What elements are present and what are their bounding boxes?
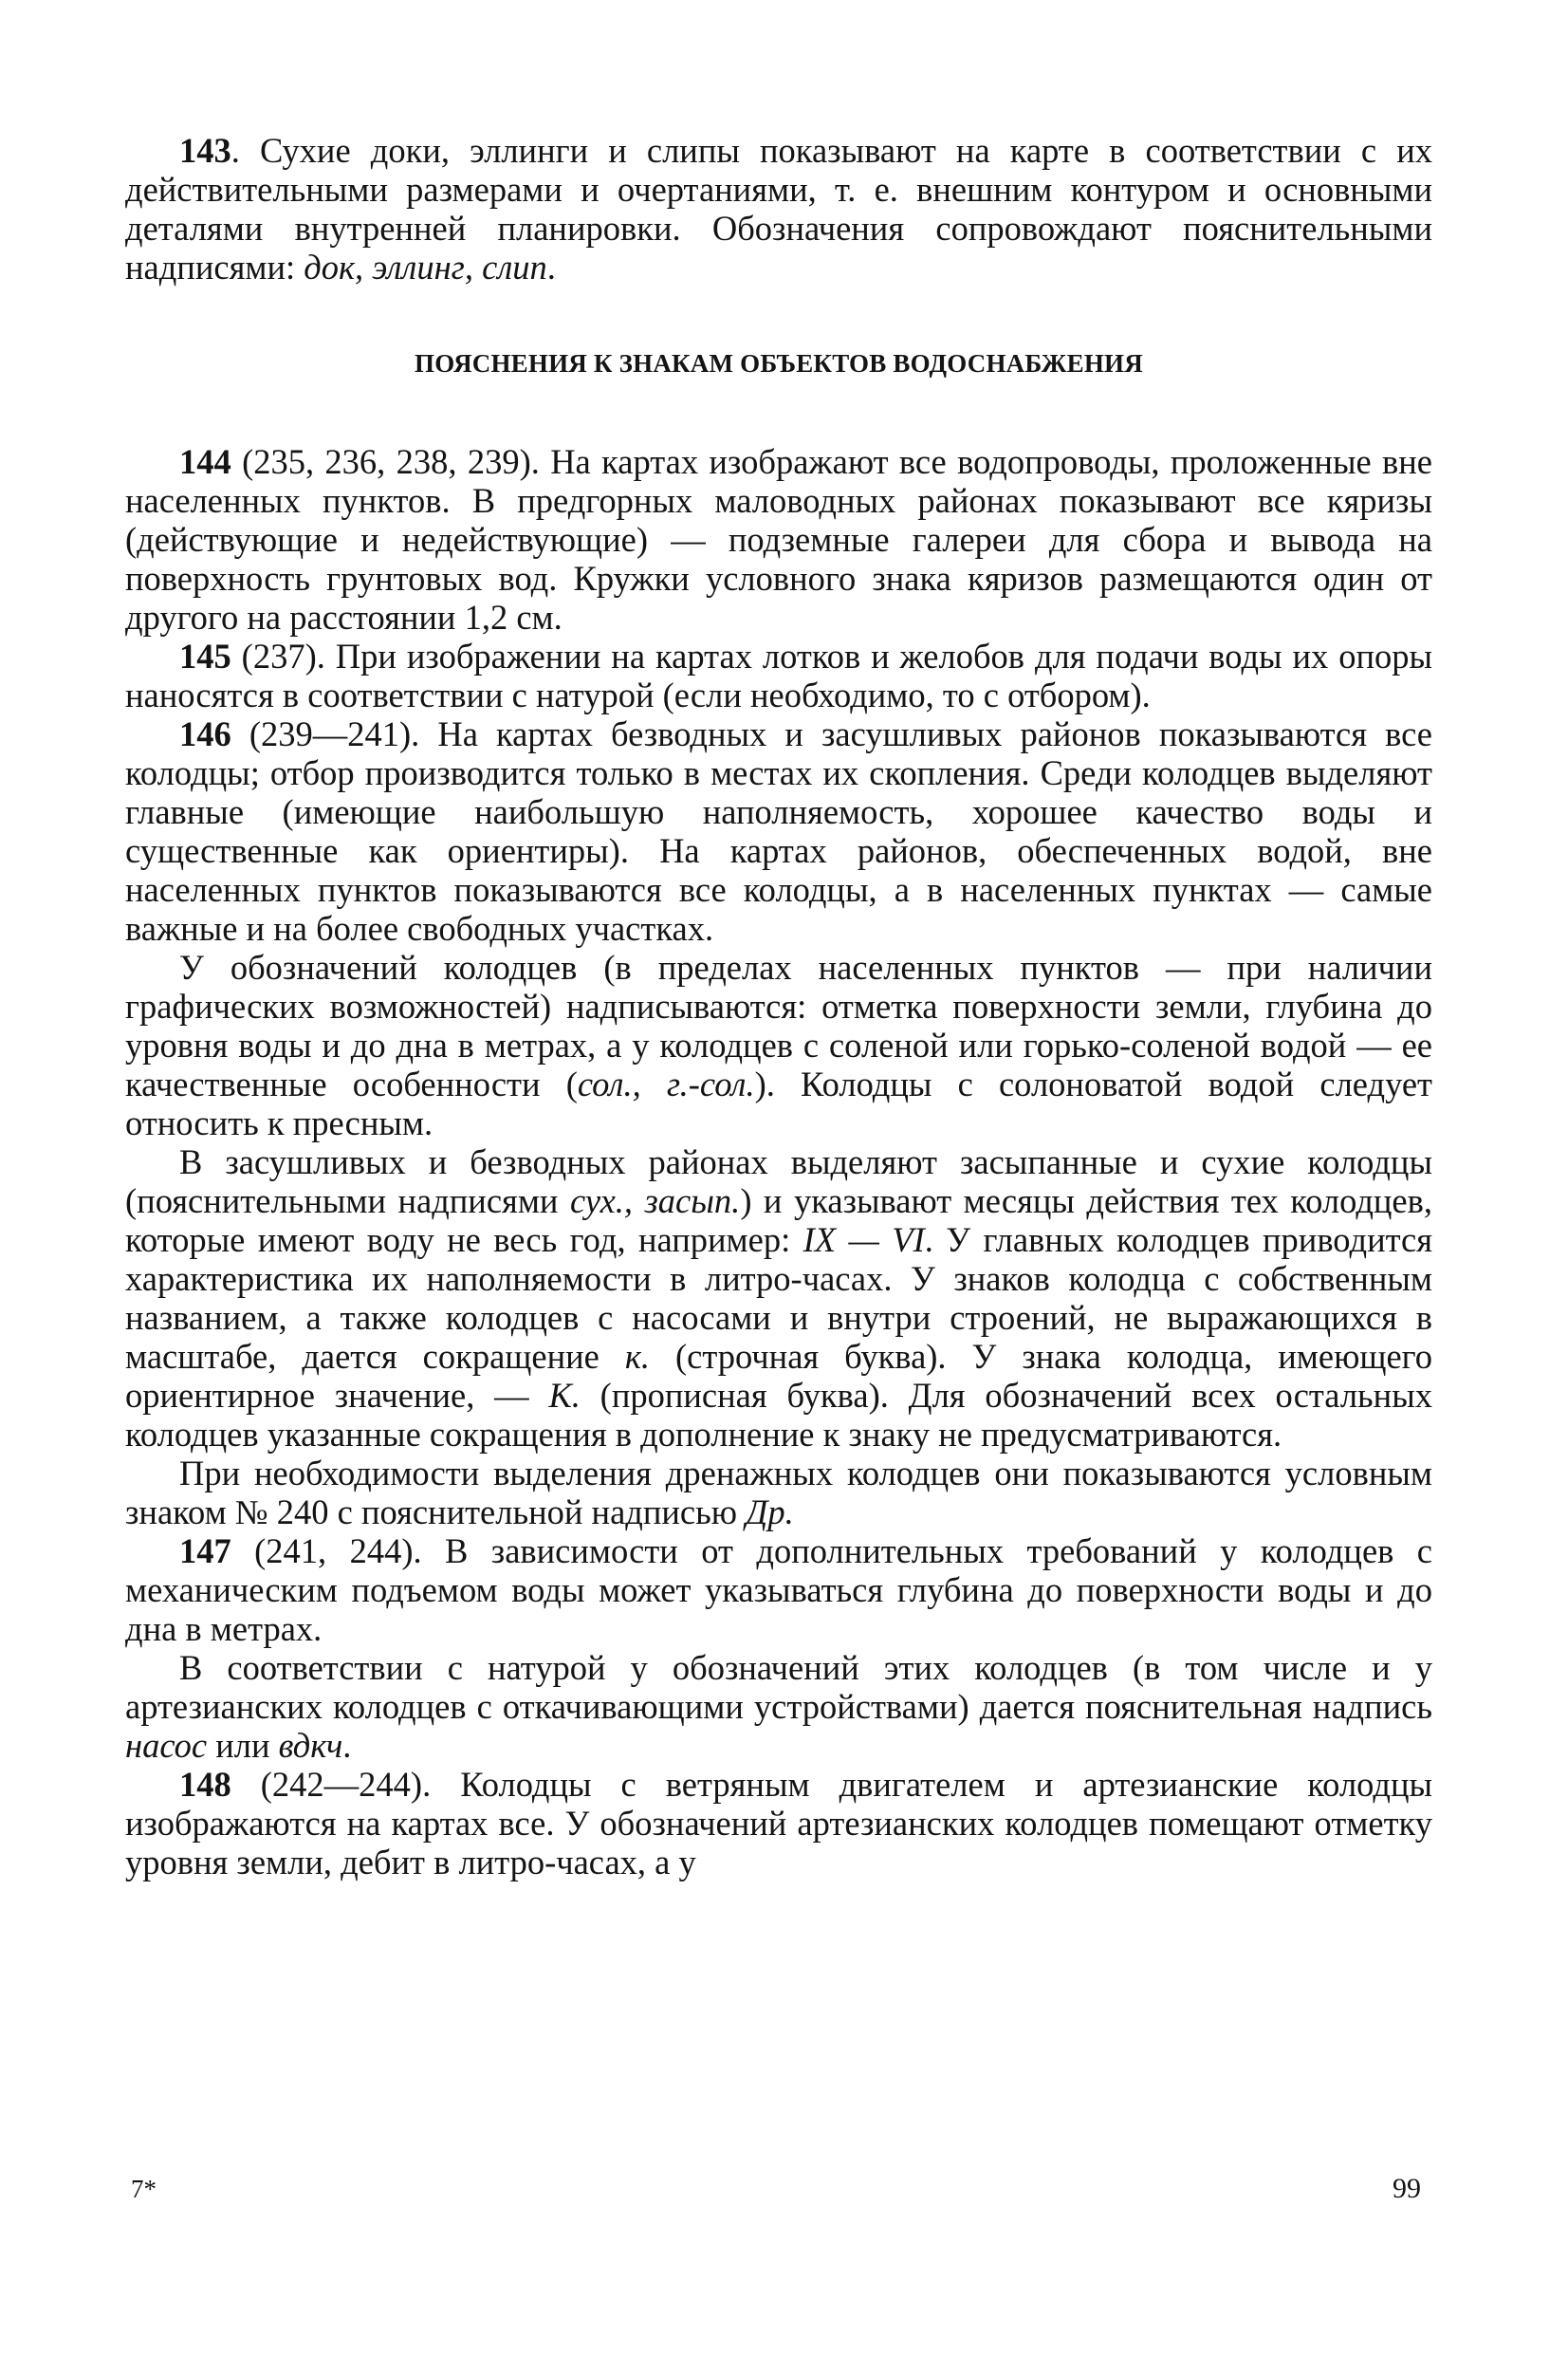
item-number: 143 xyxy=(179,131,231,170)
paragraph-143: 143. Сухие доки, эллинги и слипы показывают на карте в соответствии с их действительными размерами и очертаниями, т. е. внешним контуром и основными деталями внутренней планировки. Обозначения сопровождают пояснительными надписями: док, эллинг, слип. xyxy=(125,131,1432,287)
paragraph-146-drainage: При необходимости выделения дренажных колодцев они показываются условным знаком № 240 с пояснительной надписью Др. xyxy=(125,1454,1432,1531)
paragraph-146-wells-labels: У обозначений колодцев (в пределах населенных пунктов — при наличии графических возможностей) надписываются: отметка поверхности земли, глубина до уровня воды и до дна в метрах, а у колодцев с соленой или горько-соленой водой — ее качественные особенности (сол., г.-сол.). Колодцы с солоноватой водой следует относить к пресным. xyxy=(125,948,1432,1142)
paragraph-147-labels: В соответствии с натурой у обозначений этих колодцев (в том числе и у артезианских колодцев с откачивающими устройствами) дается пояснительная надпись насос или вдкч. xyxy=(125,1648,1432,1765)
paragraph-144: 144 (235, 236, 238, 239). На картах изображают все водопроводы, проложенные вне населенных пунктов. В предгорных маловодных районах показывают все кяризы (действующие и недействующие) — подземные галереи для сбора и вывода на поверхность грунтовых вод. Кружки условного знака кяризов размещаются один от другого на расстоянии 1,2 см. xyxy=(125,442,1432,637)
item-number: 146 xyxy=(179,714,231,753)
paragraph-146-arid-wells: В засушливых и безводных районах выделяют засыпанные и сухие колодцы (пояснительными надписями сух., засып.) и указывают месяцы действия тех колодцев, которые имеют воду не весь год, например: IX — VI. У главных колодцев приводится характеристика их наполняемости в литро-часах. У знаков колодца с собственным названием, а также колодцев с насосами и внутри строений, не выражающихся в масштабе, дается сокращение к. (строчная буква). У знака колодца, имеющего ориентирное значение, — К. (прописная буква). Для обозначений всех остальных колодцев указанные сокращения в дополнение к знаку не предусматриваются. xyxy=(125,1142,1432,1454)
item-number: 147 xyxy=(179,1531,231,1570)
page-number: 99 xyxy=(1393,2173,1421,2204)
document-page xyxy=(125,131,1432,1881)
signature-mark: 7* xyxy=(131,2175,157,2203)
section-heading: ПОЯСНЕНИЯ К ЗНАКАМ ОБЪЕКТОВ ВОДОСНАБЖЕНИЯ xyxy=(415,349,1143,378)
paragraph-146: 146 (239—241). На картах безводных и засушливых районов показываются все колодцы; отбор производится только в местах их скопления. Среди колодцев выделяют главные (имеющие наибольшую наполняемость, хорошее качество воды и существенные как ориентиры). На картах районов, обеспеченных водой, вне населенных пунктов показываются все колодцы, а в населенных пунктах — самые важные и на более свободных участках. xyxy=(125,714,1432,948)
paragraph-145: 145 (237). При изображении на картах лотков и желобов для подачи воды их опоры наносятся в соответствии с натурой (если необходимо, то с отбором). xyxy=(125,637,1432,714)
item-number: 148 xyxy=(179,1765,231,1804)
item-number: 145 xyxy=(179,637,231,676)
paragraph-148: 148 (242—244). Колодцы с ветряным двигателем и артезианские колодцы изображаются на картах все. У обозначений артезианских колодцев помещают отметку уровня земли, дебит в литро-часах, а у xyxy=(125,1765,1432,1881)
paragraph-147: 147 (241, 244). В зависимости от дополнительных требований у колодцев с механическим подъемом воды может указываться глубина до поверхности воды и до дна в метрах. xyxy=(125,1531,1432,1648)
item-number: 144 xyxy=(179,442,231,481)
